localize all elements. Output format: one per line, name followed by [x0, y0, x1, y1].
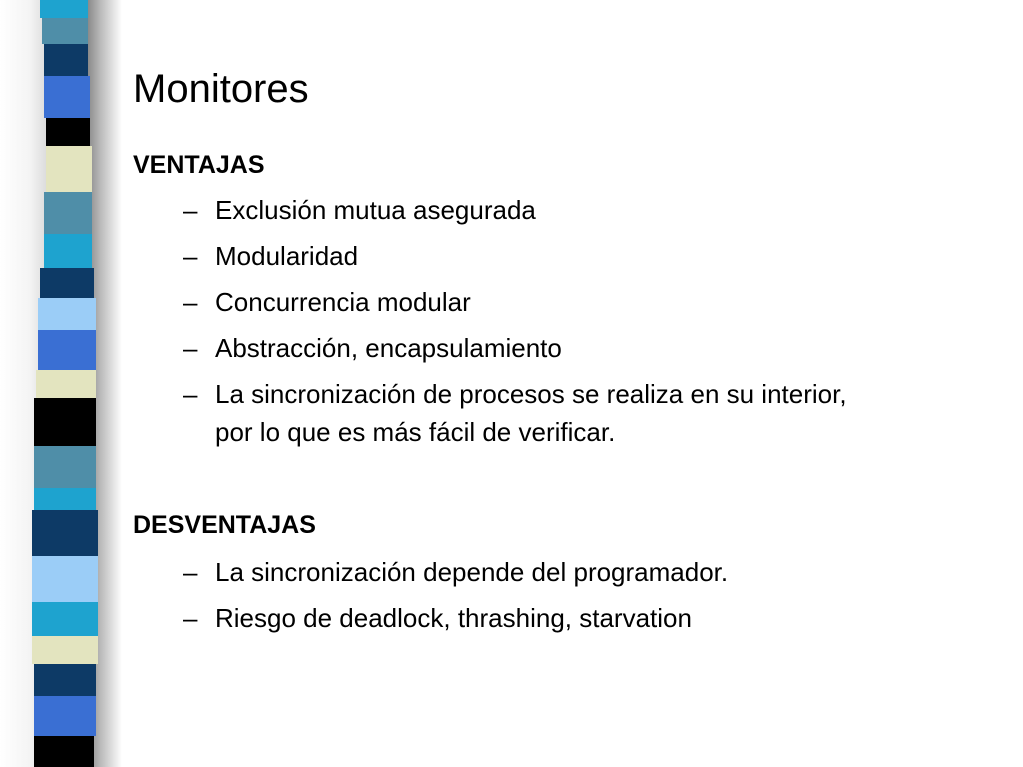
- ventajas-list: [183, 191, 883, 459]
- list-item: [183, 375, 883, 451]
- list-item-text: La sincronización depende del programador.: [215, 557, 729, 587]
- stripe-segment: [34, 488, 96, 510]
- stripe-segment: [34, 664, 96, 696]
- list-item: [183, 283, 883, 321]
- dash-bullet: –: [183, 333, 198, 363]
- section-heading-ventajas: VENTAJAS: [133, 151, 265, 179]
- desventajas-list: [183, 553, 883, 645]
- stripe-segment: [44, 76, 90, 118]
- stripe-segment: [40, 268, 94, 298]
- list-item-text: Modularidad: [215, 241, 359, 271]
- stripe-segment: [38, 330, 96, 370]
- stripe-segment: [34, 736, 94, 767]
- stripe-segment: [44, 44, 88, 76]
- section-heading-desventajas: DESVENTAJAS: [133, 511, 316, 539]
- stripe-segment: [40, 0, 88, 18]
- dash-bullet: –: [183, 195, 198, 225]
- stripe-segment: [32, 636, 98, 664]
- stripe-segment: [34, 446, 96, 488]
- list-item: [183, 329, 883, 367]
- dash-bullet: –: [183, 557, 198, 587]
- list-item: [183, 237, 883, 275]
- decorative-stripe-band: [0, 0, 122, 767]
- stripe-segment: [34, 696, 96, 736]
- slide-title: Monitores: [133, 67, 309, 111]
- dash-bullet: –: [183, 603, 198, 633]
- stripe-segment: [34, 398, 96, 446]
- stripe-segment: [38, 298, 96, 330]
- dash-bullet: –: [183, 379, 198, 409]
- list-item: [183, 191, 883, 229]
- stripe-segment: [32, 556, 98, 602]
- stripe-segment: [46, 146, 92, 192]
- stripe-segment: [32, 510, 98, 556]
- stripe-segment: [46, 118, 90, 146]
- dash-bullet: –: [183, 241, 198, 271]
- list-item: [183, 553, 883, 591]
- stripe-segment: [36, 370, 96, 398]
- stripe-segment: [44, 234, 92, 268]
- stripe-segment: [42, 18, 88, 44]
- list-item-text: Riesgo de deadlock, thrashing, starvation: [215, 603, 692, 633]
- list-item-text: Abstracción, encapsulamiento: [215, 333, 562, 363]
- list-item: [183, 599, 883, 637]
- list-item-text: Concurrencia modular: [215, 287, 471, 317]
- stripe-segment: [44, 192, 92, 234]
- dash-bullet: –: [183, 287, 198, 317]
- list-item-text: Exclusión mutua asegurada: [215, 195, 536, 225]
- stripe-segment: [32, 602, 98, 636]
- list-item-text: La sincronización de procesos se realiza en su interior, por lo que es más fácil de verificar.: [215, 379, 847, 447]
